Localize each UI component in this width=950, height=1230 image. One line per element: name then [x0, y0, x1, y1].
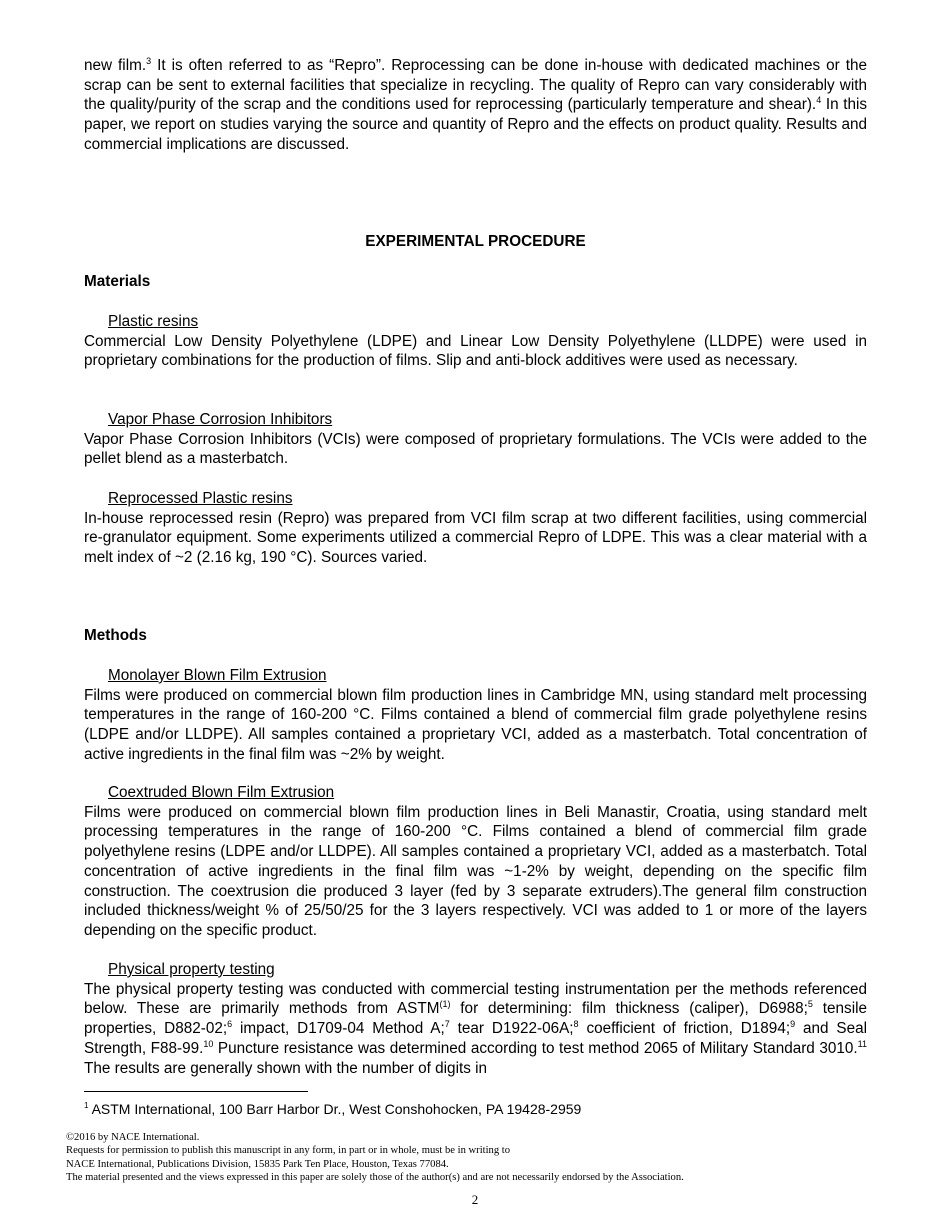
plastic-resins-title: Plastic resins	[108, 313, 199, 330]
ref-5: 5	[807, 999, 813, 1010]
monolayer-title: Monolayer Blown Film Extrusion	[108, 667, 327, 684]
section-title: EXPERIMENTAL PROCEDURE	[365, 233, 586, 250]
footnote-divider	[84, 1091, 308, 1092]
ref-8: 8	[573, 1019, 579, 1030]
ref-astm: (1)	[439, 999, 451, 1010]
repro-title: Reprocessed Plastic resins	[108, 490, 293, 507]
intro-paragraph: new film.$^3$ It is often referred to as “Repro”. Reprocessing can be done in-house with dedicated machines or the scrap can be sent to external facilities that specialize in recycling. The quality of Repro can vary considerably with the quality/purity of the scrap and the conditions used for reprocessing (particularly temperature and shear).$^4$ In this paper, we report on studies varying the source and quantity of Repro and the effects on product quality. Results and commercial implications are discussed.	[84, 56, 868, 153]
ref-4: 4	[816, 95, 822, 106]
vci-title: Vapor Phase Corrosion Inhibitors	[108, 411, 333, 428]
coextruded-title: Coextruded Blown Film Extrusion	[108, 784, 335, 801]
ref-7: 7	[444, 1019, 450, 1030]
address-line: NACE International, Publications Division, 15835 Park Ten Place, Houston, Texas 77084.	[66, 1158, 449, 1170]
permission-line: Requests for permission to publish this manuscript in any form, in part or in whole, must be in writing to	[66, 1145, 511, 1157]
materials-heading: Materials	[84, 273, 151, 290]
ref-10: 10	[203, 1038, 214, 1049]
physical-section	[84, 960, 867, 1078]
physical-text: The physical property testing was conducted with commercial testing instrumentation per the methods referenced below. These are primarily methods from ASTM$^{(1)}$ for determining: film thickness (caliper), D6988;$^5$ tensile properties, D882-02;$^6$ impact, D1709-04 Method A;$^7$ tear D1922-06A;$^8$ coefficient of friction, D1894;$^9$ and Seal Strength, F88-99.10 Puncture resistance was determined according to test method 2065 of Military Standard 3010.11 The results are generally shown with the number of digits in	[84, 980, 867, 1077]
coextruded-section	[84, 783, 867, 941]
footnote-text: ASTM International, 100 Barr Harbor Dr., West Conshohocken, PA 19428-2959	[88, 1101, 582, 1117]
coextruded-text: Films were produced on commercial blown film production lines in Beli Manastir, Croatia, using standard melt processing temperatures in the range of 160-200 °C. Films contained a blend of commercial film grade polyethylene resins (LDPE and/or LLDPE). All samples contained a proprietary VCI, added as a masterbatch. Total concentration of active ingredients in the final film was ~1-2% by weight, depending on the specific film construction. The coextrusion die produced 3 layer (fed by 3 separate extruders).The general film construction included thickness/weight % of 25/50/25 for the 3 layers respectively. VCI was added to 1 or more of the layers depending on the specific product.	[84, 803, 867, 939]
monolayer-text: Films were produced on commercial blown film production lines in Cambridge MN, using standard melt processing temperatures in the range of 160-200 °C. Films contained a blend of commercial film grade polyethylene resins (LDPE and/or LLDPE). All samples contained a proprietary VCI, added as a masterbatch. Total concentration of active ingredients in the final film was ~2% by weight.	[84, 686, 867, 763]
copyright-notice	[66, 1131, 684, 1185]
page-number: 2	[471, 1192, 479, 1207]
methods-heading: Methods	[84, 627, 147, 644]
physical-title: Physical property testing	[108, 961, 275, 978]
ref-11: 11	[857, 1038, 867, 1049]
repro-text: In-house reprocessed resin (Repro) was prepared from VCI film scrap at two different facilities, using commercial re-granulator equipment. Some experiments utilized a commercial Repro of LDPE. This was a clear material with a melt index of ~2 (2.16 kg, 190 °C). Sources varied.	[84, 509, 867, 567]
disclaimer-line: The material presented and the views expressed in this paper are solely those of the author(s) and are not necessarily endorsed by the Association.	[66, 1172, 684, 1184]
footnote-number: 1	[84, 1101, 89, 1110]
ref-3: 3	[146, 56, 152, 66]
monolayer-section	[84, 666, 867, 765]
ref-6: 6	[227, 1019, 233, 1030]
footnote	[84, 1101, 581, 1118]
vci-text: Vapor Phase Corrosion Inhibitors (VCIs) were composed of proprietary formulations. The VCIs were added to the pellet blend as a masterbatch.	[84, 430, 867, 468]
vci-section	[84, 410, 867, 469]
copyright-line: ©2016 by NACE International.	[66, 1132, 200, 1143]
plastic-resins-text: Commercial Low Density Polyethylene (LDPE) and Linear Low Density Polyethylene (LLDPE) were used in proprietary combinations for the production of films. Slip and anti-block additives were used as necessary.	[84, 332, 867, 370]
ref-9: 9	[790, 1019, 796, 1030]
repro-section	[84, 489, 867, 568]
plastic-resins-section	[84, 312, 867, 371]
